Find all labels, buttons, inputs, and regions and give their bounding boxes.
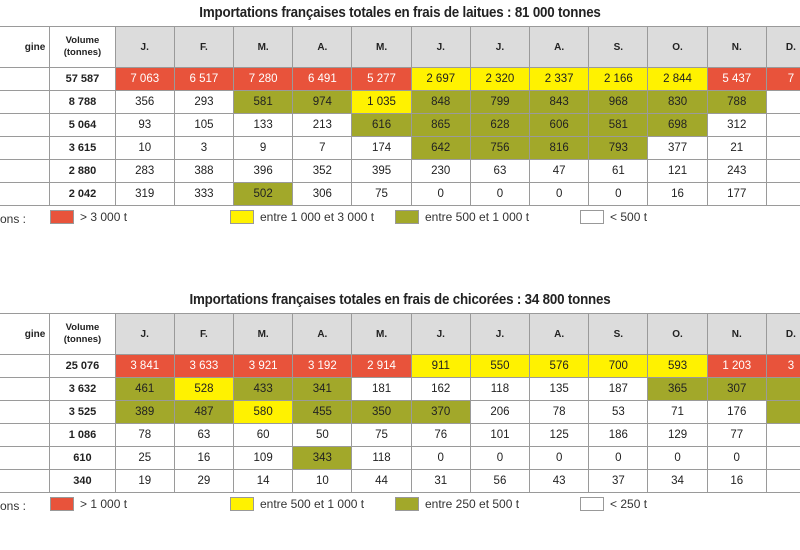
month-value-cell: 9 bbox=[234, 137, 293, 160]
month-value-cell: 16 bbox=[648, 183, 707, 206]
origin-cell bbox=[0, 378, 50, 401]
laitues-header-row bbox=[0, 27, 800, 68]
volume-cell: 25 076 bbox=[50, 355, 115, 378]
month-value-cell: 2 697 bbox=[411, 68, 470, 91]
table-row bbox=[0, 401, 800, 424]
month-header: S. bbox=[589, 314, 648, 355]
month-value-cell: 283 bbox=[115, 160, 174, 183]
month-value-cell: 793 bbox=[589, 137, 648, 160]
table-row bbox=[0, 183, 800, 206]
month-value-cell: 698 bbox=[648, 114, 707, 137]
table-row bbox=[0, 68, 800, 91]
origin-cell bbox=[0, 183, 50, 206]
month-header: D. bbox=[766, 27, 800, 68]
month-value-cell: 47 bbox=[530, 160, 589, 183]
month-value-cell: 396 bbox=[234, 160, 293, 183]
month-value-cell: 0 bbox=[589, 447, 648, 470]
month-value-cell: 16 bbox=[174, 447, 233, 470]
month-value-cell: 816 bbox=[530, 137, 589, 160]
month-value-cell bbox=[766, 378, 800, 401]
table-row bbox=[0, 424, 800, 447]
legend-lead: ons : bbox=[0, 499, 27, 513]
month-value-cell: 10 bbox=[115, 137, 174, 160]
volume-cell: 340 bbox=[50, 470, 115, 493]
month-header: M. bbox=[352, 27, 411, 68]
month-value-cell: 389 bbox=[115, 401, 174, 424]
volume-header-line2: (tonnes) bbox=[63, 47, 102, 58]
month-header: D. bbox=[766, 314, 800, 355]
chicorees-header-row bbox=[0, 314, 800, 355]
month-value-cell: 865 bbox=[411, 114, 470, 137]
month-value-cell: 1 035 bbox=[352, 91, 411, 114]
month-value-cell: 109 bbox=[234, 447, 293, 470]
volume-cell: 610 bbox=[50, 447, 115, 470]
month-value-cell: 356 bbox=[115, 91, 174, 114]
month-value-cell bbox=[766, 470, 800, 493]
legend-label: > 3 000 t bbox=[80, 210, 128, 224]
month-value-cell: 181 bbox=[352, 378, 411, 401]
month-header: A. bbox=[293, 27, 352, 68]
month-value-cell: 377 bbox=[648, 137, 707, 160]
month-value-cell: 0 bbox=[411, 447, 470, 470]
month-header: S. bbox=[589, 27, 648, 68]
month-value-cell: 19 bbox=[115, 470, 174, 493]
legend-item bbox=[50, 210, 127, 224]
month-header: A. bbox=[293, 314, 352, 355]
month-value-cell: 974 bbox=[293, 91, 352, 114]
origin-header: gine bbox=[0, 314, 50, 355]
month-value-cell: 6 517 bbox=[174, 68, 233, 91]
volume-header-line2: (tonnes) bbox=[63, 334, 102, 345]
month-value-cell: 34 bbox=[648, 470, 707, 493]
month-value-cell: 293 bbox=[174, 91, 233, 114]
month-value-cell: 0 bbox=[530, 447, 589, 470]
month-header: F. bbox=[174, 314, 233, 355]
month-value-cell: 78 bbox=[530, 401, 589, 424]
month-value-cell: 2 914 bbox=[352, 355, 411, 378]
chicorees-title: Importations françaises totales en frais de chicorées : 34 800 tonnes bbox=[189, 292, 611, 308]
month-value-cell: 14 bbox=[234, 470, 293, 493]
month-value-cell: 162 bbox=[411, 378, 470, 401]
origin-cell bbox=[0, 470, 50, 493]
table-row bbox=[0, 447, 800, 470]
month-value-cell: 7 bbox=[293, 137, 352, 160]
legend-swatch bbox=[230, 497, 254, 511]
month-value-cell: 71 bbox=[648, 401, 707, 424]
month-value-cell: 2 320 bbox=[470, 68, 529, 91]
month-value-cell: 788 bbox=[707, 91, 766, 114]
volume-cell: 3 632 bbox=[50, 378, 115, 401]
month-value-cell: 1 203 bbox=[707, 355, 766, 378]
chicorees-section bbox=[0, 287, 800, 519]
volume-cell: 57 587 bbox=[50, 68, 115, 91]
month-value-cell: 0 bbox=[707, 447, 766, 470]
month-value-cell: 56 bbox=[470, 470, 529, 493]
month-value-cell: 29 bbox=[174, 470, 233, 493]
month-value-cell bbox=[766, 91, 800, 114]
legend-swatch bbox=[395, 210, 419, 224]
month-header: M. bbox=[234, 314, 293, 355]
month-value-cell: 3 921 bbox=[234, 355, 293, 378]
month-value-cell: 50 bbox=[293, 424, 352, 447]
volume-cell: 5 064 bbox=[50, 114, 115, 137]
month-value-cell: 433 bbox=[234, 378, 293, 401]
month-value-cell: 118 bbox=[470, 378, 529, 401]
legend-item bbox=[50, 497, 127, 511]
month-value-cell: 78 bbox=[115, 424, 174, 447]
volume-cell: 1 086 bbox=[50, 424, 115, 447]
month-value-cell: 593 bbox=[648, 355, 707, 378]
month-value-cell: 616 bbox=[352, 114, 411, 137]
month-value-cell: 7 bbox=[766, 68, 800, 91]
origin-cell bbox=[0, 160, 50, 183]
month-value-cell: 0 bbox=[530, 183, 589, 206]
table-row bbox=[0, 355, 800, 378]
month-value-cell: 830 bbox=[648, 91, 707, 114]
month-value-cell: 135 bbox=[530, 378, 589, 401]
month-value-cell: 700 bbox=[589, 355, 648, 378]
month-value-cell: 5 277 bbox=[352, 68, 411, 91]
laitues-body bbox=[0, 68, 800, 206]
month-value-cell: 343 bbox=[293, 447, 352, 470]
month-value-cell: 968 bbox=[589, 91, 648, 114]
legend-item bbox=[395, 210, 529, 224]
month-value-cell: 37 bbox=[589, 470, 648, 493]
volume-header-line1: Volume bbox=[65, 322, 100, 333]
month-value-cell: 63 bbox=[174, 424, 233, 447]
month-value-cell: 243 bbox=[707, 160, 766, 183]
legend-swatch bbox=[395, 497, 419, 511]
laitues-table bbox=[0, 26, 800, 206]
month-value-cell: 75 bbox=[352, 183, 411, 206]
month-value-cell: 395 bbox=[352, 160, 411, 183]
month-value-cell: 528 bbox=[174, 378, 233, 401]
month-value-cell: 21 bbox=[707, 137, 766, 160]
month-value-cell: 230 bbox=[411, 160, 470, 183]
month-value-cell: 3 bbox=[766, 355, 800, 378]
volume-cell: 2 042 bbox=[50, 183, 115, 206]
month-value-cell: 75 bbox=[352, 424, 411, 447]
month-value-cell: 186 bbox=[589, 424, 648, 447]
month-header: O. bbox=[648, 27, 707, 68]
month-value-cell: 3 841 bbox=[115, 355, 174, 378]
month-value-cell: 3 bbox=[174, 137, 233, 160]
legend-swatch bbox=[580, 210, 604, 224]
month-value-cell: 628 bbox=[470, 114, 529, 137]
chicorees-table bbox=[0, 313, 800, 493]
origin-cell bbox=[0, 447, 50, 470]
month-value-cell: 31 bbox=[411, 470, 470, 493]
legend-item bbox=[395, 497, 519, 511]
month-value-cell: 6 491 bbox=[293, 68, 352, 91]
origin-cell bbox=[0, 91, 50, 114]
month-value-cell: 0 bbox=[470, 447, 529, 470]
volume-cell: 8 788 bbox=[50, 91, 115, 114]
legend-label: entre 1 000 et 3 000 t bbox=[260, 210, 375, 224]
table-row bbox=[0, 378, 800, 401]
table-row bbox=[0, 91, 800, 114]
month-value-cell: 44 bbox=[352, 470, 411, 493]
month-value-cell: 3 633 bbox=[174, 355, 233, 378]
legend-label: < 500 t bbox=[610, 210, 648, 224]
month-value-cell: 576 bbox=[530, 355, 589, 378]
month-value-cell: 129 bbox=[648, 424, 707, 447]
month-value-cell: 307 bbox=[707, 378, 766, 401]
month-value-cell: 461 bbox=[115, 378, 174, 401]
month-header: J. bbox=[470, 314, 529, 355]
month-value-cell: 550 bbox=[470, 355, 529, 378]
table-row bbox=[0, 137, 800, 160]
legend-label: > 1 000 t bbox=[80, 497, 128, 511]
month-value-cell: 581 bbox=[234, 91, 293, 114]
month-value-cell: 911 bbox=[411, 355, 470, 378]
volume-header-line1: Volume bbox=[65, 35, 100, 46]
month-value-cell: 176 bbox=[707, 401, 766, 424]
month-header: M. bbox=[352, 314, 411, 355]
month-header: M. bbox=[234, 27, 293, 68]
month-value-cell: 5 437 bbox=[707, 68, 766, 91]
month-value-cell bbox=[766, 160, 800, 183]
table-row bbox=[0, 114, 800, 137]
month-value-cell: 843 bbox=[530, 91, 589, 114]
month-value-cell bbox=[766, 183, 800, 206]
volume-cell: 2 880 bbox=[50, 160, 115, 183]
month-value-cell: 756 bbox=[470, 137, 529, 160]
laitues-title: Importations françaises totales en frais de laitues : 81 000 tonnes bbox=[199, 5, 601, 21]
month-value-cell: 455 bbox=[293, 401, 352, 424]
legend-item bbox=[580, 497, 647, 511]
legend-label: entre 500 et 1 000 t bbox=[425, 210, 530, 224]
month-value-cell: 174 bbox=[352, 137, 411, 160]
month-value-cell bbox=[766, 137, 800, 160]
volume-header bbox=[50, 314, 115, 355]
month-header: J. bbox=[470, 27, 529, 68]
volume-cell: 3 615 bbox=[50, 137, 115, 160]
legend-item bbox=[230, 210, 374, 224]
month-value-cell: 0 bbox=[411, 183, 470, 206]
month-value-cell: 581 bbox=[589, 114, 648, 137]
legend-item bbox=[230, 497, 364, 511]
month-value-cell: 2 166 bbox=[589, 68, 648, 91]
month-value-cell: 25 bbox=[115, 447, 174, 470]
month-value-cell: 341 bbox=[293, 378, 352, 401]
month-value-cell: 206 bbox=[470, 401, 529, 424]
laitues-legend bbox=[0, 206, 800, 232]
legend-label: entre 250 et 500 t bbox=[425, 497, 520, 511]
month-value-cell: 63 bbox=[470, 160, 529, 183]
origin-cell bbox=[0, 137, 50, 160]
month-value-cell: 502 bbox=[234, 183, 293, 206]
chicorees-legend bbox=[0, 493, 800, 519]
month-value-cell: 312 bbox=[707, 114, 766, 137]
month-value-cell: 105 bbox=[174, 114, 233, 137]
month-value-cell: 848 bbox=[411, 91, 470, 114]
month-value-cell: 125 bbox=[530, 424, 589, 447]
origin-cell bbox=[0, 355, 50, 378]
month-header: A. bbox=[530, 27, 589, 68]
table-row bbox=[0, 470, 800, 493]
month-value-cell: 333 bbox=[174, 183, 233, 206]
month-value-cell: 187 bbox=[589, 378, 648, 401]
month-header: N. bbox=[707, 314, 766, 355]
month-value-cell: 2 844 bbox=[648, 68, 707, 91]
origin-cell bbox=[0, 68, 50, 91]
month-header: J. bbox=[115, 314, 174, 355]
month-value-cell: 0 bbox=[589, 183, 648, 206]
month-value-cell: 370 bbox=[411, 401, 470, 424]
month-value-cell: 2 337 bbox=[530, 68, 589, 91]
legend-label: entre 500 et 1 000 t bbox=[260, 497, 365, 511]
table-row bbox=[0, 160, 800, 183]
month-value-cell: 580 bbox=[234, 401, 293, 424]
chicorees-body bbox=[0, 355, 800, 493]
month-value-cell: 77 bbox=[707, 424, 766, 447]
origin-cell bbox=[0, 401, 50, 424]
month-header: A. bbox=[530, 314, 589, 355]
month-value-cell: 60 bbox=[234, 424, 293, 447]
month-value-cell: 487 bbox=[174, 401, 233, 424]
origin-cell bbox=[0, 424, 50, 447]
month-value-cell: 799 bbox=[470, 91, 529, 114]
volume-header bbox=[50, 27, 115, 68]
month-value-cell: 7 280 bbox=[234, 68, 293, 91]
month-value-cell: 133 bbox=[234, 114, 293, 137]
month-value-cell: 306 bbox=[293, 183, 352, 206]
month-value-cell: 118 bbox=[352, 447, 411, 470]
origin-header: gine bbox=[0, 27, 50, 68]
month-value-cell: 642 bbox=[411, 137, 470, 160]
legend-swatch bbox=[580, 497, 604, 511]
month-value-cell: 352 bbox=[293, 160, 352, 183]
legend-item bbox=[580, 210, 647, 224]
month-header: J. bbox=[411, 314, 470, 355]
origin-cell bbox=[0, 114, 50, 137]
month-value-cell: 365 bbox=[648, 378, 707, 401]
month-value-cell: 319 bbox=[115, 183, 174, 206]
month-header: N. bbox=[707, 27, 766, 68]
month-header: F. bbox=[174, 27, 233, 68]
month-value-cell bbox=[766, 424, 800, 447]
month-value-cell bbox=[766, 401, 800, 424]
month-value-cell bbox=[766, 447, 800, 470]
month-value-cell: 16 bbox=[707, 470, 766, 493]
month-value-cell: 53 bbox=[589, 401, 648, 424]
legend-lead: ons : bbox=[0, 212, 27, 226]
month-value-cell: 61 bbox=[589, 160, 648, 183]
month-header: O. bbox=[648, 314, 707, 355]
month-value-cell bbox=[766, 114, 800, 137]
month-value-cell: 606 bbox=[530, 114, 589, 137]
month-value-cell: 0 bbox=[648, 447, 707, 470]
legend-swatch bbox=[50, 497, 74, 511]
month-value-cell: 121 bbox=[648, 160, 707, 183]
month-value-cell: 350 bbox=[352, 401, 411, 424]
laitues-section bbox=[0, 0, 800, 232]
month-value-cell: 388 bbox=[174, 160, 233, 183]
legend-swatch bbox=[230, 210, 254, 224]
month-value-cell: 7 063 bbox=[115, 68, 174, 91]
month-value-cell: 101 bbox=[470, 424, 529, 447]
month-value-cell: 76 bbox=[411, 424, 470, 447]
month-header: J. bbox=[411, 27, 470, 68]
month-value-cell: 177 bbox=[707, 183, 766, 206]
month-value-cell: 3 192 bbox=[293, 355, 352, 378]
month-header: J. bbox=[115, 27, 174, 68]
month-value-cell: 0 bbox=[470, 183, 529, 206]
month-value-cell: 43 bbox=[530, 470, 589, 493]
volume-cell: 3 525 bbox=[50, 401, 115, 424]
month-value-cell: 213 bbox=[293, 114, 352, 137]
legend-label: < 250 t bbox=[610, 497, 648, 511]
month-value-cell: 93 bbox=[115, 114, 174, 137]
month-value-cell: 10 bbox=[293, 470, 352, 493]
legend-swatch bbox=[50, 210, 74, 224]
